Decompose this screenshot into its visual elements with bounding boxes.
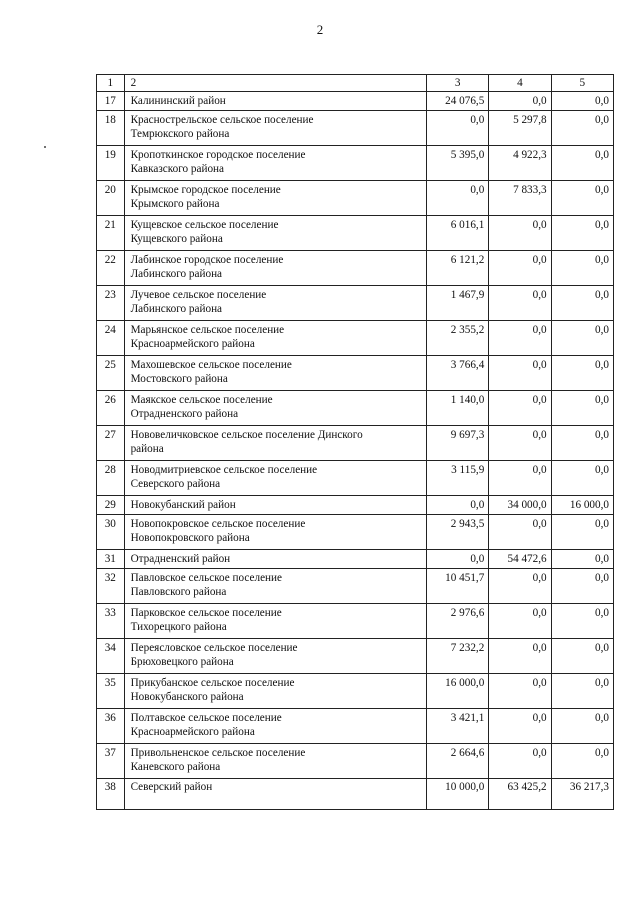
value-column-4: 0,0 <box>489 321 551 356</box>
value-column-3: 1 140,0 <box>427 391 489 426</box>
value-column-4: 0,0 <box>489 569 551 604</box>
value-column-5: 0,0 <box>551 550 613 569</box>
table-row <box>97 426 614 461</box>
value-column-5: 0,0 <box>551 604 613 639</box>
municipality-name-line: Лабинское городское поселение <box>130 254 284 266</box>
value-column-5: 0,0 <box>551 111 613 146</box>
row-number: 25 <box>97 356 125 391</box>
municipality-name-line: Красноармейского района <box>130 338 255 350</box>
value-column-5: 0,0 <box>551 426 613 461</box>
municipality-name-line: Новокубанского района <box>130 691 244 703</box>
municipality-name <box>124 604 426 639</box>
value-column-5: 0,0 <box>551 146 613 181</box>
municipality-name-line: Калининский район <box>130 95 226 107</box>
value-column-5: 0,0 <box>551 321 613 356</box>
table-row <box>97 356 614 391</box>
row-number: 35 <box>97 674 125 709</box>
row-number: 34 <box>97 639 125 674</box>
municipality-name-line: Кущевского района <box>130 233 223 245</box>
municipality-name-line: Марьянское сельское поселение <box>130 324 285 336</box>
value-column-3: 10 000,0 <box>427 779 489 810</box>
row-number: 32 <box>97 569 125 604</box>
row-number: 30 <box>97 515 125 550</box>
value-column-3: 5 395,0 <box>427 146 489 181</box>
value-column-4: 0,0 <box>489 461 551 496</box>
value-column-4: 0,0 <box>489 744 551 779</box>
municipality-name <box>124 639 426 674</box>
table-row <box>97 709 614 744</box>
municipality-name-line: Кропоткинское городское поселение <box>130 149 306 161</box>
page-number: 2 <box>316 22 324 37</box>
municipality-name <box>124 426 426 461</box>
municipality-name-line: Парковское сельское поселение <box>130 607 282 619</box>
value-column-4: 34 000,0 <box>489 496 551 515</box>
row-number: 38 <box>97 779 125 810</box>
municipality-name <box>124 321 426 356</box>
column-header: 2 <box>124 75 426 92</box>
row-number: 23 <box>97 286 125 321</box>
row-number: 20 <box>97 181 125 216</box>
value-column-4: 0,0 <box>489 426 551 461</box>
value-column-3: 24 076,5 <box>427 92 489 111</box>
table-row <box>97 569 614 604</box>
value-column-4: 5 297,8 <box>489 111 551 146</box>
municipality-name-line: Отрадненского района <box>130 408 239 420</box>
municipality-name-line: Красноармейского района <box>130 726 255 738</box>
row-number: 21 <box>97 216 125 251</box>
value-column-3: 2 943,5 <box>427 515 489 550</box>
value-column-4: 0,0 <box>489 674 551 709</box>
value-column-3: 0,0 <box>427 550 489 569</box>
value-column-3: 10 451,7 <box>427 569 489 604</box>
municipality-name-line: Прикубанское сельское поселение <box>130 677 295 689</box>
column-header: 5 <box>551 75 613 92</box>
table-row <box>97 216 614 251</box>
municipality-name <box>124 251 426 286</box>
municipality-name-line: района <box>130 443 164 455</box>
value-column-5: 0,0 <box>551 391 613 426</box>
row-number: 24 <box>97 321 125 356</box>
table-row <box>97 321 614 356</box>
municipality-name-line: Брюховецкого района <box>130 656 234 668</box>
value-column-3: 2 976,6 <box>427 604 489 639</box>
municipality-name-line: Краснострельское сельское поселение <box>130 114 314 126</box>
value-column-5: 0,0 <box>551 674 613 709</box>
value-column-3: 6 121,2 <box>427 251 489 286</box>
table-row <box>97 496 614 515</box>
value-column-3: 16 000,0 <box>427 674 489 709</box>
municipality-name-line: Новокубанский район <box>130 499 236 511</box>
municipality-name-line: Новопокровское сельское поселение <box>130 518 306 530</box>
table-row <box>97 604 614 639</box>
municipality-name-line: Нововеличковское сельское поселение Динского <box>130 429 363 441</box>
table-row <box>97 744 614 779</box>
municipality-name <box>124 356 426 391</box>
municipality-name <box>124 496 426 515</box>
value-column-3: 2 355,2 <box>427 321 489 356</box>
municipality-name-line: Крымское городское поселение <box>130 184 281 196</box>
municipality-name <box>124 674 426 709</box>
value-column-5: 0,0 <box>551 569 613 604</box>
municipality-name-line: Новопокровского района <box>130 532 250 544</box>
municipality-name <box>124 181 426 216</box>
municipality-name <box>124 709 426 744</box>
data-table <box>96 74 614 810</box>
table-row <box>97 146 614 181</box>
table-row <box>97 286 614 321</box>
value-column-5: 16 000,0 <box>551 496 613 515</box>
municipality-name-line: Кавказского района <box>130 163 225 175</box>
value-column-3: 0,0 <box>427 496 489 515</box>
value-column-3: 3 421,1 <box>427 709 489 744</box>
municipality-name-line: Мостовского района <box>130 373 228 385</box>
municipality-name <box>124 569 426 604</box>
municipality-name-line: Северского района <box>130 478 221 490</box>
value-column-3: 0,0 <box>427 181 489 216</box>
table-header-row <box>97 75 614 92</box>
value-column-5: 0,0 <box>551 251 613 286</box>
value-column-4: 63 425,2 <box>489 779 551 810</box>
municipality-name-line: Лабинского района <box>130 268 223 280</box>
value-column-4: 0,0 <box>489 286 551 321</box>
row-number: 17 <box>97 92 125 111</box>
value-column-5: 36 217,3 <box>551 779 613 810</box>
row-number: 29 <box>97 496 125 515</box>
row-number: 27 <box>97 426 125 461</box>
row-number: 37 <box>97 744 125 779</box>
row-number: 22 <box>97 251 125 286</box>
municipality-name-line: Переясловское сельское поселение <box>130 642 298 654</box>
table-body <box>97 92 614 810</box>
value-column-5: 0,0 <box>551 92 613 111</box>
value-column-5: 0,0 <box>551 461 613 496</box>
value-column-4: 4 922,3 <box>489 146 551 181</box>
municipality-name-line: Лабинского района <box>130 303 223 315</box>
value-column-3: 0,0 <box>427 111 489 146</box>
value-column-5: 0,0 <box>551 744 613 779</box>
column-header: 4 <box>489 75 551 92</box>
table-row <box>97 251 614 286</box>
table-row <box>97 550 614 569</box>
table-row <box>97 639 614 674</box>
municipality-name-line: Темрюкского района <box>130 128 230 140</box>
row-number: 26 <box>97 391 125 426</box>
row-number: 31 <box>97 550 125 569</box>
municipality-name-line: Павловского района <box>130 586 227 598</box>
table-row <box>97 515 614 550</box>
value-column-3: 3 115,9 <box>427 461 489 496</box>
municipality-name <box>124 550 426 569</box>
value-column-4: 0,0 <box>489 92 551 111</box>
table-row <box>97 779 614 810</box>
municipality-name <box>124 744 426 779</box>
value-column-3: 9 697,3 <box>427 426 489 461</box>
row-number: 36 <box>97 709 125 744</box>
column-header: 3 <box>427 75 489 92</box>
value-column-4: 0,0 <box>489 709 551 744</box>
value-column-4: 0,0 <box>489 604 551 639</box>
value-column-5: 0,0 <box>551 181 613 216</box>
value-column-4: 0,0 <box>489 639 551 674</box>
row-number: 19 <box>97 146 125 181</box>
municipality-name-line: Полтавское сельское поселение <box>130 712 282 724</box>
municipality-name-line: Маякское сельское поселение <box>130 394 273 406</box>
municipality-name-line: Новодмитриевское сельское поселение <box>130 464 318 476</box>
value-column-4: 0,0 <box>489 391 551 426</box>
value-column-4: 54 472,6 <box>489 550 551 569</box>
municipality-name-line: Лучевое сельское поселение <box>130 289 267 301</box>
value-column-3: 2 664,6 <box>427 744 489 779</box>
row-number: 18 <box>97 111 125 146</box>
municipality-name <box>124 515 426 550</box>
table-row <box>97 391 614 426</box>
row-number: 28 <box>97 461 125 496</box>
value-column-5: 0,0 <box>551 286 613 321</box>
municipality-name <box>124 779 426 810</box>
value-column-5: 0,0 <box>551 356 613 391</box>
table-row <box>97 461 614 496</box>
municipality-name <box>124 92 426 111</box>
value-column-4: 0,0 <box>489 515 551 550</box>
municipality-name-line: Тихорецкого района <box>130 621 227 633</box>
municipality-name-line: Кущевское сельское поселение <box>130 219 279 231</box>
value-column-5: 0,0 <box>551 515 613 550</box>
value-column-4: 0,0 <box>489 356 551 391</box>
value-column-4: 7 833,3 <box>489 181 551 216</box>
scan-speck <box>44 146 46 148</box>
table-row <box>97 111 614 146</box>
value-column-4: 0,0 <box>489 216 551 251</box>
column-header: 1 <box>97 75 125 92</box>
value-column-3: 1 467,9 <box>427 286 489 321</box>
municipality-name <box>124 146 426 181</box>
row-number: 33 <box>97 604 125 639</box>
municipality-name <box>124 286 426 321</box>
value-column-3: 7 232,2 <box>427 639 489 674</box>
value-column-5: 0,0 <box>551 709 613 744</box>
municipality-name-line: Павловское сельское поселение <box>130 572 282 584</box>
table-row <box>97 674 614 709</box>
value-column-3: 3 766,4 <box>427 356 489 391</box>
value-column-5: 0,0 <box>551 639 613 674</box>
municipality-name-line: Каневского района <box>130 761 221 773</box>
municipality-name-line: Северский район <box>130 781 213 793</box>
municipality-name-line: Махошевское сельское поселение <box>130 359 292 371</box>
municipality-name <box>124 216 426 251</box>
value-column-3: 6 016,1 <box>427 216 489 251</box>
municipality-name-line: Привольненское сельское поселение <box>130 747 306 759</box>
municipality-name-line: Крымского района <box>130 198 220 210</box>
value-column-5: 0,0 <box>551 216 613 251</box>
value-column-4: 0,0 <box>489 251 551 286</box>
municipality-name <box>124 391 426 426</box>
table-row <box>97 92 614 111</box>
municipality-name <box>124 111 426 146</box>
municipality-name <box>124 461 426 496</box>
municipality-name-line: Отрадненский район <box>130 553 231 565</box>
table-row <box>97 181 614 216</box>
